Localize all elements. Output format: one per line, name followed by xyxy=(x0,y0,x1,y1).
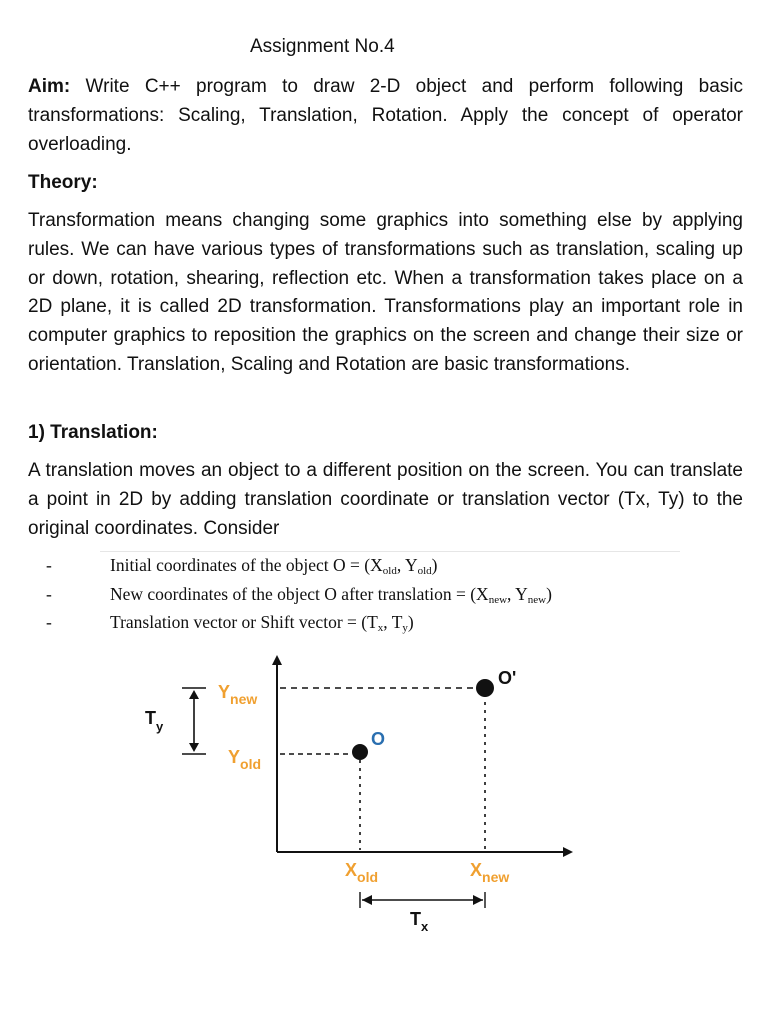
list-item-text: Translation vector or Shift vector = ($T_x$, $T_y$) xyxy=(110,612,414,634)
theory-heading: Theory: xyxy=(28,172,98,193)
point-o-label: O xyxy=(371,729,386,749)
x-new-label: $X_{new}$ xyxy=(470,860,510,885)
point-o-prime xyxy=(476,679,494,697)
assignment-heading: Assignment No.4 xyxy=(250,36,395,57)
point-o xyxy=(352,744,368,760)
list-item-text: Initial coordinates of the object $O = (X_{old}$, $Y_{old}$) xyxy=(110,555,438,577)
translation-paragraph: A translation moves an object to a different position on the screen. You can translate a point in 2D by adding translation coordinate or translation vector (Tx, Ty) to the original coordinates. Consider xyxy=(28,460,743,539)
x-old-label: $X_{old}$ xyxy=(345,860,379,885)
ty-arrow-down-icon xyxy=(189,743,199,752)
list-dash: - xyxy=(46,612,52,632)
tx-arrow-right-icon xyxy=(473,895,483,905)
tx-arrow-left-icon xyxy=(362,895,372,905)
aim-label: Aim: xyxy=(28,76,71,97)
ty-arrow-up-icon xyxy=(189,690,199,699)
ty-label: $T_y$ xyxy=(145,708,164,734)
y-old-label: $Y_{old}$ xyxy=(228,747,262,772)
theory-paragraph: Transformation means changing some graphics into something else by applying rules. We can have various types of transformations such as translation, scaling up or down, rotation, shearing, reflection etc. When a transformation takes place on a 2D plane, it is called 2D transformation. Transformations play an important role in computer graphics to reposition the graphics on the screen and change their size or orientation. Translation, Scaling and Rotation are basic transformations. xyxy=(28,210,743,375)
aim-text: Write C++ program to draw 2-D object and perform following basic transformations: Scaling, Translation, Rotation. Apply the concept of operator overloading. xyxy=(28,76,743,155)
list-dash: - xyxy=(46,583,52,604)
y-new-label: $Y_{new}$ xyxy=(218,682,258,707)
translation-heading: 1) Translation: xyxy=(28,422,158,443)
point-o-prime-label: O' xyxy=(498,668,517,688)
list-dash: - xyxy=(46,555,52,575)
tx-label: $T_x$ xyxy=(410,909,429,934)
list-item-text: New coordinates of the object O after translation = ($X_{new}$, $Y_{new}$) xyxy=(110,583,552,606)
